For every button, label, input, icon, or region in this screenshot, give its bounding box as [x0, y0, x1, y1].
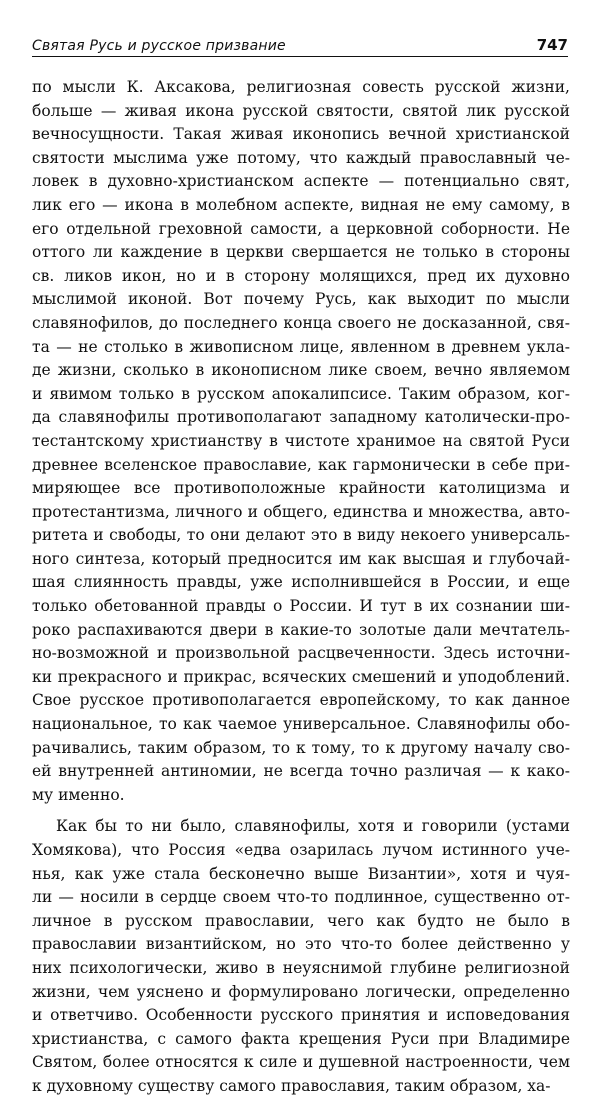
text-line: и явимом только в русском апокалипсисе. Таким образом, ког- [32, 384, 570, 403]
text-line: жизни, чем уяснено и формулировано логически, определенно [32, 982, 570, 1001]
text-line: му именно. [32, 785, 125, 804]
text-line: ного синтеза, который предносится им как высшая и глубочай- [32, 549, 570, 568]
body-text [32, 76, 570, 1099]
running-head-title: Святая Русь и русское призвание [32, 38, 286, 54]
text-line: нья, как уже стала бесконечно выше Византии», хотя и чуя- [32, 864, 570, 883]
text-line: да славянофилы противополагают западному католически-про- [32, 408, 570, 427]
text-line: та — не столько в живописном лице, явленном в древнем укла- [32, 337, 570, 356]
page-number: 747 [536, 36, 568, 54]
text-line: личное в русском православии, чего как будто не было в [32, 911, 570, 930]
text-line: св. ликов икон, но и в сторону молящихся, пред их духовно [32, 266, 570, 285]
paragraph-gap [32, 807, 570, 815]
text-line: вечносущности. Такая живая иконопись вечной христианской [32, 125, 570, 144]
text-line: ритета и свободы, то они делают это в виду некоего универсаль- [32, 526, 570, 545]
text-line: ей внутренней антиномии, не всегда точно различая — к како- [32, 762, 570, 781]
text-line: только обетованной правды о России. И тут в их сознании ши- [32, 597, 570, 616]
text-line: славянофилов, до последнего конца своего не досказанной, свя- [32, 313, 570, 332]
text-line: мыслимой иконой. Вот почему Русь, как выходит по мысли [32, 290, 570, 309]
text-line: шая слиянность правды, уже исполнившейся в России, и еще [32, 573, 570, 592]
text-line: де жизни, сколько в иконописном лике своем, вечно являемом [32, 361, 570, 380]
text-line: Святом, более относятся к силе и душевной настроенности, чем [32, 1053, 570, 1072]
text-line: но-возможной и произвольной расцвеченности. Здесь источни- [32, 644, 570, 663]
text-line: национальное, то как чаемое универсальное. Славянофилы обо- [32, 715, 570, 734]
text-line: роко распахиваются двери в какие-то золотые дали мечтатель- [32, 620, 570, 639]
text-line: его отдельной греховной самости, а церковной соборности. Не [32, 219, 570, 238]
text-line: Хомякова), что Россия «едва озарилась лучом истинного уче- [32, 841, 570, 859]
text-line: Как бы то ни было, славянофилы, хотя и говорили (устами [56, 817, 570, 836]
text-line: христианства, с самого факта крещения Руси при Владимире [32, 1029, 570, 1048]
text-line: них психологически, живо в неуяснимой глубине религиозной [32, 958, 570, 977]
text-line: православии византийском, но это что-то более действенно у [32, 935, 570, 954]
text-line: и ответчиво. Особенности русского принятия и исповедования [32, 1006, 570, 1025]
text-line: по мысли К. Аксакова, религиозная совесть русской жизни, [32, 78, 570, 96]
paragraph [32, 815, 570, 1098]
paragraph [32, 76, 570, 807]
running-head [32, 36, 568, 57]
text-line: рачивались, таким образом, то к тому, то к другому началу сво- [32, 738, 570, 757]
text-line: ли — носили в сердце своем что-то подлинное, существенно от- [32, 888, 570, 907]
text-line: святости мыслима уже потому, что каждый православный че- [32, 148, 570, 167]
text-line: ки прекрасного и прикрас, всяческих смешений и уподоблений. [32, 667, 570, 686]
text-line: протестантизма, личного и общего, единства и множества, авто- [32, 502, 570, 521]
text-line: к духовному существу самого православия, таким образом, ха- [32, 1076, 551, 1095]
text-line: больше — живая икона русской святости, святой лик русской [32, 101, 570, 120]
text-line: оттого ли каждение в церкви свершается не только в стороны [32, 243, 570, 262]
text-line: ловек в духовно-христианском аспекте — потенциально свят, [32, 172, 570, 191]
text-line: Свое русское противополагается европейскому, то как данное [32, 691, 570, 710]
text-line: древнее вселенское православие, как гармонически в себе при- [32, 455, 570, 474]
text-line: тестантскому христианству в чистоте хранимое на святой Руси [32, 431, 570, 450]
text-line: лик его — икона в молебном аспекте, видная не ему самому, в [32, 195, 570, 214]
text-line: миряющее все противоположные крайности католицизма и [32, 479, 570, 498]
